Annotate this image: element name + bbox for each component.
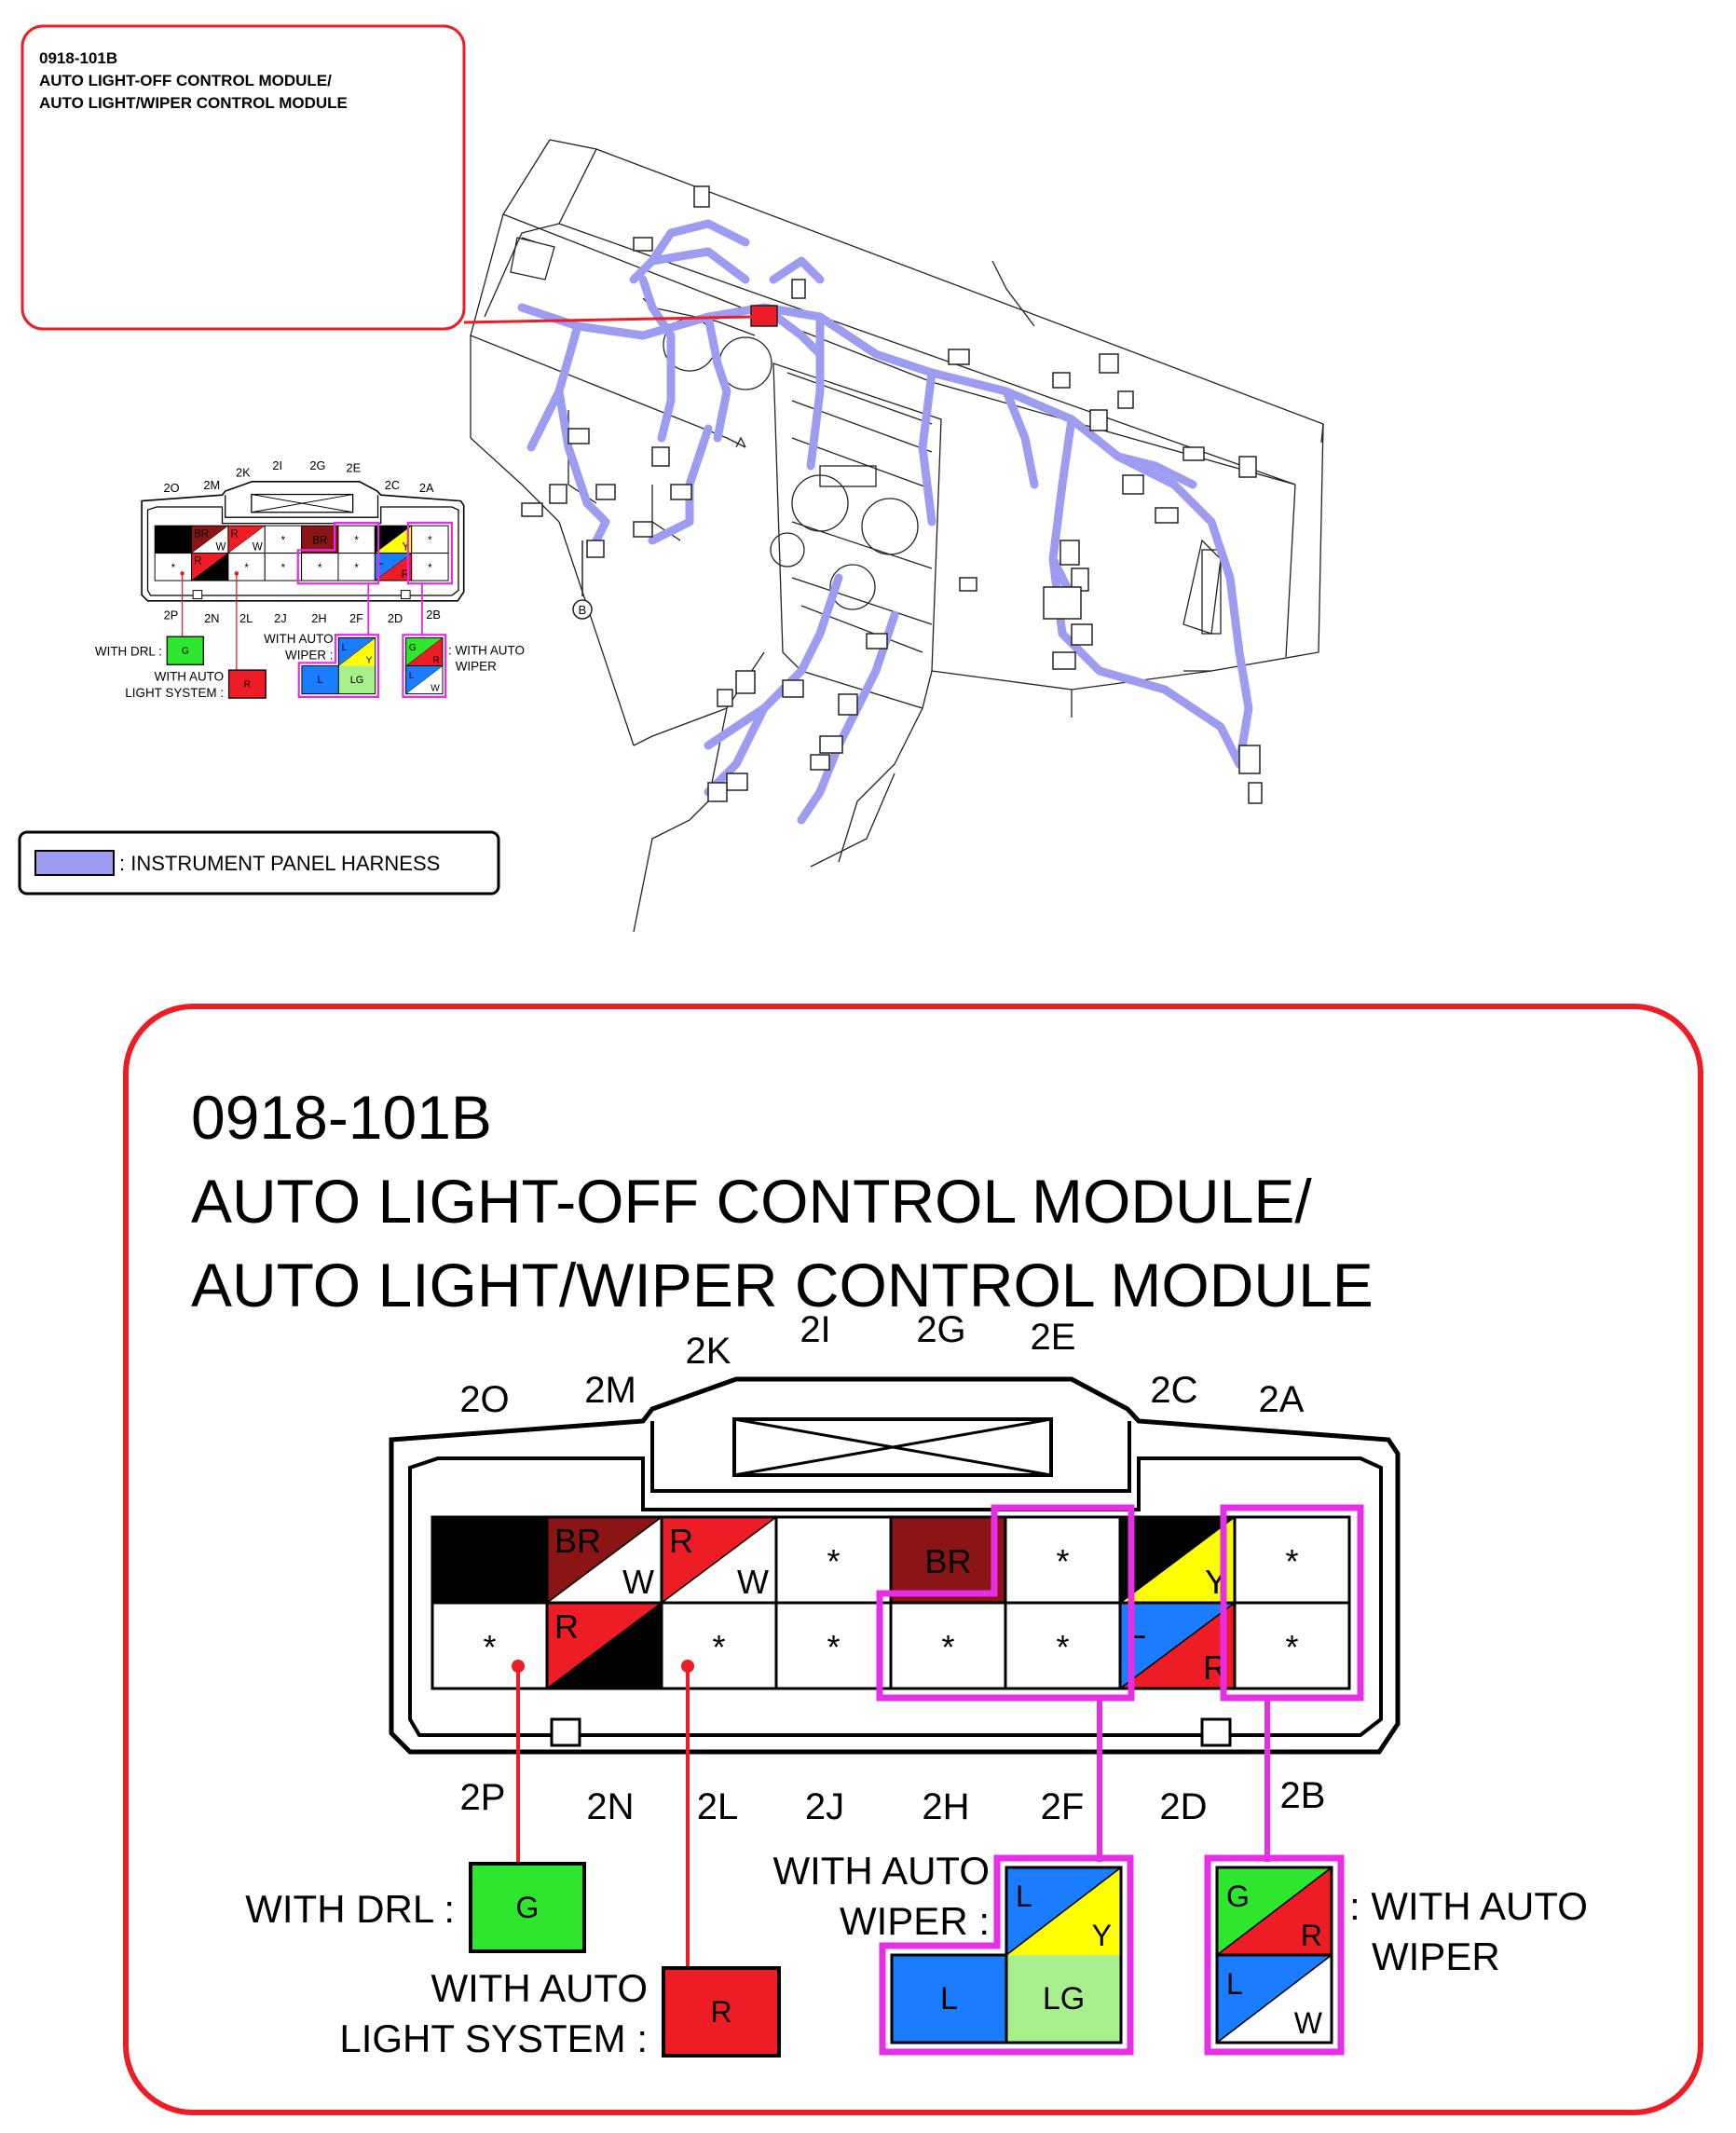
part-number: 0918-101B bbox=[191, 1083, 492, 1152]
pin-number-label: 2F bbox=[349, 610, 363, 625]
auto-light-label: LIGHT SYSTEM : bbox=[339, 2017, 648, 2060]
auto-light-wire-color: R bbox=[710, 1995, 732, 2029]
pin-number-label: 2I bbox=[272, 458, 283, 473]
pin-number-label: 2H bbox=[922, 1786, 970, 1827]
instrument-panel-harness bbox=[522, 224, 1249, 820]
auto-light-label: WITH AUTO bbox=[431, 1966, 648, 2010]
harness-legend bbox=[20, 832, 499, 894]
thumbnail-panel bbox=[22, 26, 525, 700]
pin-number-label: 2L bbox=[239, 610, 253, 625]
thumb-part-number: 0918-101B bbox=[39, 49, 118, 67]
pin-cavity bbox=[1120, 1517, 1235, 1603]
pin-cavity bbox=[228, 526, 265, 553]
wiper-right-wire: G bbox=[1226, 1880, 1250, 1913]
wiper-right-wire: W bbox=[431, 683, 440, 694]
wiper-left-wire: Y bbox=[1091, 1919, 1112, 1952]
pin-number-label: 2E bbox=[1030, 1317, 1076, 1358]
pin-number-label: 2G bbox=[309, 458, 326, 473]
connector-panel bbox=[126, 1006, 1701, 2112]
wiper-left-label: WITH AUTO bbox=[264, 632, 334, 647]
auto-light-label: WITH AUTO bbox=[154, 669, 225, 684]
pin-wire-color: * bbox=[428, 535, 432, 547]
pin-cavity bbox=[1005, 1603, 1120, 1689]
pin-wire-color: BR bbox=[554, 1522, 602, 1560]
pin-number-label: 2C bbox=[384, 477, 401, 492]
pin-wire-color: * bbox=[827, 1628, 841, 1666]
title-line1: AUTO LIGHT-OFF CONTROL MODULE/ bbox=[191, 1167, 1312, 1236]
pin-wire-color: R bbox=[669, 1522, 693, 1560]
pin-number-label: 2C bbox=[1150, 1370, 1198, 1411]
pin-stripe-color: W bbox=[737, 1563, 769, 1601]
pin-number-label: 2F bbox=[1040, 1786, 1085, 1827]
pin-wire-color: * bbox=[1056, 1628, 1070, 1666]
pin-cavity bbox=[432, 1603, 547, 1689]
pin-wire-color: B bbox=[170, 535, 177, 547]
drl-label: WITH DRL : bbox=[94, 644, 162, 659]
pin-wire-color: * bbox=[483, 1628, 497, 1666]
legend-label: : INSTRUMENT PANEL HARNESS bbox=[119, 852, 441, 875]
pin-cavity bbox=[265, 554, 301, 581]
connector-foot bbox=[1202, 1719, 1230, 1745]
wiper-right-label: WIPER bbox=[1372, 1935, 1500, 1978]
pin-number-label: 2J bbox=[804, 1786, 845, 1827]
auto-light-label: LIGHT SYSTEM : bbox=[125, 685, 225, 700]
pin-number-label: 2B bbox=[426, 608, 441, 622]
pin-number-label: 2D bbox=[387, 610, 403, 625]
pin-number-label: 2P bbox=[459, 1777, 506, 1818]
pin-stripe-color: W bbox=[252, 541, 263, 554]
pin-cavity bbox=[1005, 1517, 1120, 1603]
pin-number-label: 2O bbox=[459, 1379, 510, 1420]
pin-cavity bbox=[338, 526, 375, 553]
pin-wire-color: B bbox=[376, 528, 385, 540]
pin-cavity bbox=[662, 1603, 776, 1689]
pin-wire-color: R bbox=[230, 528, 239, 540]
pin-number-label: 2E bbox=[346, 460, 362, 475]
pin-stripe-color: W bbox=[622, 1563, 654, 1601]
pin-wire-color: BR bbox=[924, 1542, 972, 1580]
pin-cavity bbox=[375, 526, 411, 553]
wiper-right-wire: R bbox=[1300, 1919, 1322, 1952]
thumb-title-line2: AUTO LIGHT/WIPER CONTROL MODULE bbox=[39, 94, 348, 112]
connector-foot bbox=[552, 1719, 580, 1745]
pin-number-label: 2G bbox=[916, 1309, 966, 1350]
pin-number-label: 2A bbox=[418, 481, 434, 496]
pin-cavity bbox=[547, 1517, 662, 1603]
pin-cavity bbox=[412, 526, 448, 553]
wiper-right-label: WIPER bbox=[455, 659, 497, 674]
connector-foot bbox=[193, 591, 202, 599]
pin-number-label: 2H bbox=[311, 610, 327, 625]
pin-wire-color: R bbox=[194, 555, 202, 567]
pin-stripe-color: Y bbox=[402, 541, 410, 554]
pin-number-label: 2L bbox=[696, 1786, 739, 1827]
pin-cavity bbox=[1120, 1603, 1235, 1689]
thumb-title-line1: AUTO LIGHT-OFF CONTROL MODULE/ bbox=[39, 72, 332, 89]
pin-wire-color: L bbox=[1128, 1607, 1147, 1646]
pin-wire-color: * bbox=[354, 562, 359, 574]
pin-stripe-color: B bbox=[218, 568, 226, 581]
pin-stripe-color: Y bbox=[1204, 1563, 1227, 1601]
pin-wire-color: * bbox=[941, 1628, 955, 1666]
title-line2: AUTO LIGHT/WIPER CONTROL MODULE bbox=[191, 1251, 1374, 1319]
pin-cavity bbox=[155, 526, 191, 553]
pin-wire-color: * bbox=[280, 535, 286, 547]
pin-wire-color: BR bbox=[194, 528, 210, 540]
wiper-left-wire: L bbox=[317, 675, 323, 687]
wiper-right-wire: R bbox=[432, 655, 440, 666]
pin-wire-color: * bbox=[171, 562, 176, 574]
pin-cavity bbox=[155, 554, 191, 581]
pin-wire-color: * bbox=[1285, 1628, 1299, 1666]
wiper-left-wire: Y bbox=[365, 655, 373, 666]
wiper-left-wire: L bbox=[940, 1981, 958, 2017]
pin-cavity bbox=[662, 1517, 776, 1603]
pin-cavity bbox=[776, 1517, 891, 1603]
auto-light-wire-color: R bbox=[243, 679, 252, 690]
pin-wire-color: * bbox=[1285, 1542, 1299, 1580]
pin-wire-color: * bbox=[827, 1542, 841, 1580]
drl-label: WITH DRL : bbox=[245, 1887, 455, 1931]
highlighted-connector-location bbox=[751, 306, 777, 326]
pin-cavity bbox=[412, 554, 448, 581]
pin-cavity bbox=[192, 526, 228, 553]
pin-number-label: 2M bbox=[584, 1370, 636, 1411]
pin-number-label: 2M bbox=[203, 477, 221, 492]
wiper-right-label: : WITH AUTO bbox=[448, 643, 525, 658]
pin-cavity bbox=[432, 1517, 547, 1603]
pin-number-label: 2K bbox=[236, 465, 251, 480]
wiper-left-label: WITH AUTO bbox=[772, 1849, 990, 1893]
pin-cavity bbox=[192, 554, 228, 581]
pin-number-label: 2A bbox=[1258, 1379, 1305, 1420]
pin-wire-color: * bbox=[244, 562, 249, 574]
pin-number-label: 2I bbox=[800, 1309, 831, 1350]
wiper-right-wire: W bbox=[1293, 2006, 1322, 2040]
pin-cavity bbox=[302, 526, 338, 553]
pin-cavity bbox=[776, 1603, 891, 1689]
pin-cavity bbox=[547, 1603, 662, 1689]
pin-wire-color: L bbox=[376, 555, 384, 567]
callout-marker-label: B bbox=[578, 603, 587, 617]
wiper-left-wire: L bbox=[1016, 1880, 1032, 1913]
pin-wire-color: B bbox=[478, 1542, 501, 1580]
pin-stripe-color: R bbox=[1203, 1648, 1227, 1687]
pin-wire-color: * bbox=[354, 535, 359, 547]
pin-cavity bbox=[228, 554, 265, 581]
pin-wire-color: R bbox=[554, 1607, 579, 1646]
pin-number-label: 2N bbox=[586, 1786, 635, 1827]
pin-number-label: 2B bbox=[1279, 1775, 1326, 1816]
wiper-left-wire: L bbox=[341, 642, 348, 653]
wiper-left-label: WIPER : bbox=[839, 1899, 990, 1943]
drl-wire-color: G bbox=[181, 646, 189, 657]
pin-cavity bbox=[302, 554, 338, 581]
wiper-right-wire: L bbox=[1226, 1967, 1243, 2001]
pin-cavity bbox=[1235, 1517, 1349, 1603]
pin-number-label: 2O bbox=[163, 481, 180, 496]
pin-wire-color: BR bbox=[312, 535, 328, 547]
pin-cavity bbox=[375, 554, 411, 581]
pin-wire-color: * bbox=[712, 1628, 726, 1666]
pin-number-label: 2K bbox=[685, 1331, 731, 1372]
pin-cavity bbox=[265, 526, 301, 553]
connector-foot bbox=[402, 591, 411, 599]
drl-wire-color: G bbox=[515, 1891, 540, 1924]
pin-number-label: 2N bbox=[204, 610, 220, 625]
pin-wire-color: * bbox=[280, 562, 286, 574]
pin-stripe-color: W bbox=[215, 541, 226, 554]
wiper-right-wire: L bbox=[408, 671, 415, 682]
wiper-right-wire: G bbox=[408, 642, 417, 653]
pin-wire-color: * bbox=[1056, 1542, 1070, 1580]
wiper-right-label: : WITH AUTO bbox=[1349, 1884, 1588, 1928]
pin-cavity bbox=[338, 554, 375, 581]
pin-number-label: 2D bbox=[1159, 1786, 1208, 1827]
wiper-left-label: WIPER : bbox=[285, 648, 334, 663]
pin-cavity bbox=[891, 1517, 1005, 1603]
pin-cavity bbox=[1235, 1603, 1349, 1689]
pin-cavity bbox=[891, 1603, 1005, 1689]
pin-wire-color: * bbox=[428, 562, 432, 574]
thumb-connector-diagram bbox=[95, 458, 525, 700]
pin-wire-color: * bbox=[318, 562, 322, 574]
pin-stripe-color: B bbox=[631, 1648, 654, 1687]
pin-stripe-color: R bbox=[401, 568, 410, 581]
pin-wire-color: B bbox=[1128, 1522, 1151, 1560]
pin-number-label: 2P bbox=[163, 608, 179, 622]
pin-number-label: 2J bbox=[274, 610, 287, 625]
wiper-left-wire: LG bbox=[1042, 1981, 1086, 2017]
wiper-left-wire: LG bbox=[349, 675, 364, 687]
